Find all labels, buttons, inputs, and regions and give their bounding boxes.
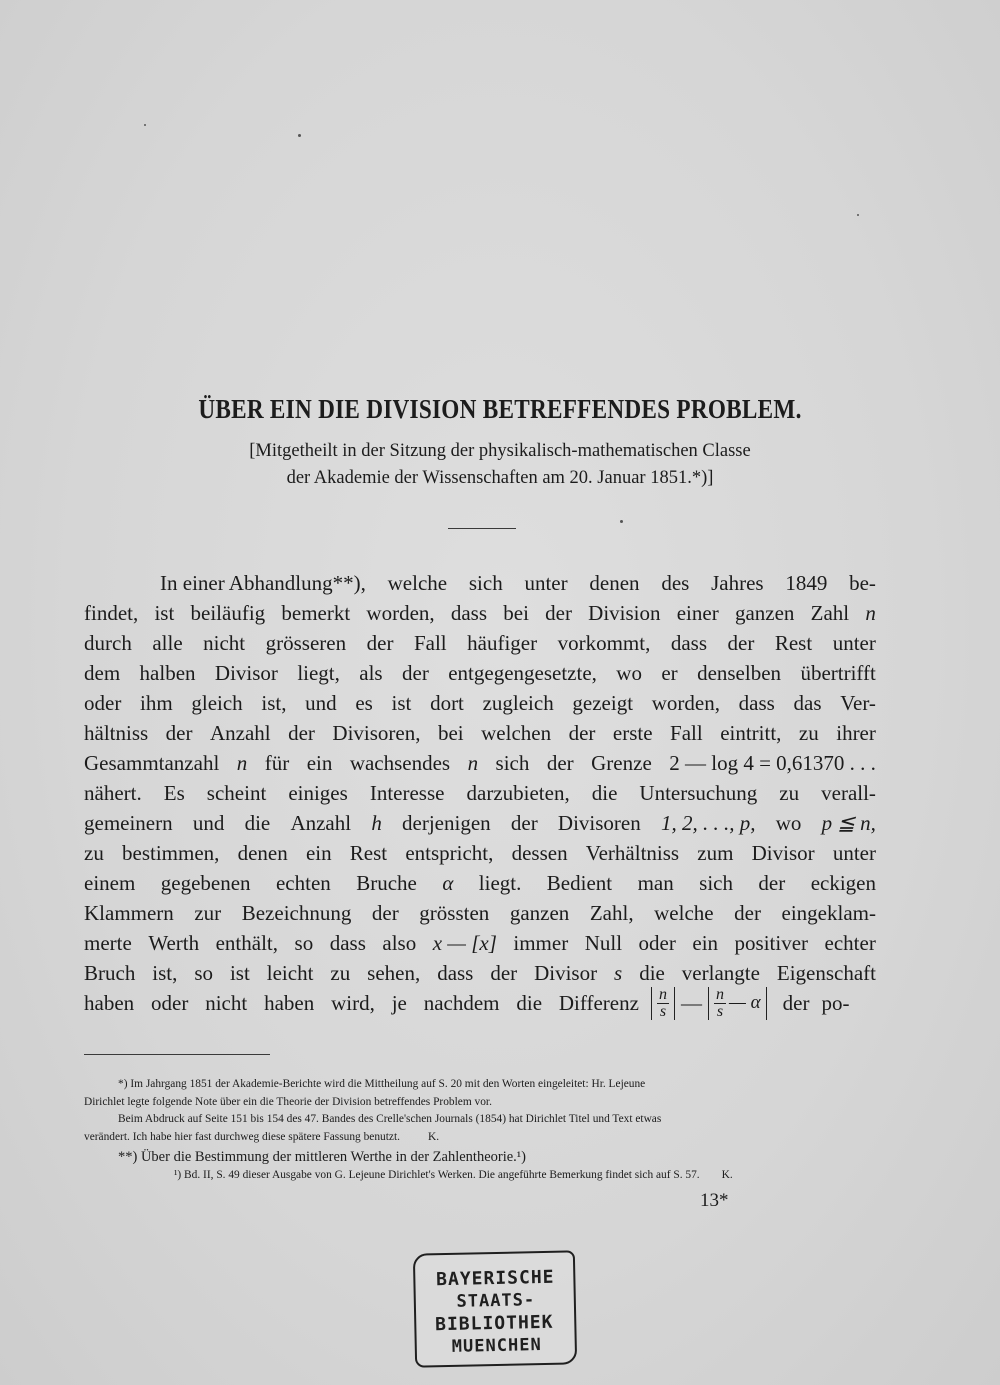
word: 1849 (785, 571, 828, 595)
word: Zahl (810, 601, 850, 625)
word: je (391, 991, 407, 1015)
word: erste (612, 721, 653, 745)
body-line (84, 688, 876, 718)
body-line (84, 628, 876, 658)
word: oder (638, 931, 676, 955)
word: so (194, 961, 214, 985)
word: ist (229, 961, 250, 985)
word: der (165, 721, 193, 745)
word: nachdem (423, 991, 500, 1015)
word: der (545, 601, 572, 625)
word: be- (849, 571, 876, 595)
word: unter (832, 841, 876, 865)
word: denen (237, 841, 288, 865)
word: grössten (419, 901, 490, 925)
word: bei (503, 601, 529, 625)
word: denen (589, 571, 640, 595)
word: Divisor (751, 841, 815, 865)
word: merte (84, 931, 132, 955)
word: Divisoren, (332, 721, 421, 745)
word: der (371, 901, 399, 925)
footnote-3: ¹) Bd. II, S. 49 dieser Ausgabe von G. Lejeune Dirichlet's Werken. Die angeführte Bemerkung findet sich auf S. 57. K. (174, 1169, 733, 1181)
word: der (366, 631, 394, 655)
word: h (371, 811, 382, 835)
word: welche (387, 571, 448, 595)
svg-text:MUENCHEN: MUENCHEN (451, 1335, 542, 1357)
word: oder (84, 691, 122, 715)
word: haben (84, 991, 135, 1015)
word: Bruch (84, 961, 136, 985)
body-line (84, 808, 876, 838)
word: der (546, 751, 574, 775)
word: welchen (481, 721, 552, 745)
word: der (568, 721, 596, 745)
word: dessen (511, 841, 568, 865)
word: der (510, 811, 538, 835)
footnote-1-line-4: verändert. Ich habe hier fast durchweg diese spätere Fassung benutzt. K. (84, 1130, 440, 1143)
word: Division (588, 601, 661, 625)
body-line (84, 778, 876, 808)
word: Differenz (558, 991, 639, 1015)
word: Jahres (711, 571, 764, 595)
word: nicht (203, 631, 246, 655)
body-paragraph (84, 568, 876, 1018)
word: eingeklam- (781, 901, 876, 925)
word: dass (329, 931, 366, 955)
word: gleich (191, 691, 243, 715)
word: p ≦ n, (821, 811, 876, 835)
word: Bruche (356, 871, 417, 895)
word: wo (616, 661, 642, 685)
word: als (359, 661, 383, 685)
word: ist (391, 691, 412, 715)
word: unter (832, 631, 876, 655)
dust-speck (144, 124, 146, 126)
word: der (402, 661, 429, 685)
body-line (84, 868, 876, 898)
footnote-1-line-3: Beim Abdruck auf Seite 151 bis 154 des 47. Bandes des Crelle'schen Journals (1854) hat Dirichlet Titel und Text etwas (118, 1113, 662, 1125)
word: wo (775, 811, 802, 835)
word: zugleich (482, 691, 554, 715)
word: zu (798, 721, 819, 745)
library-stamp (413, 1250, 577, 1367)
word: ist, (152, 961, 178, 985)
bracket-fraction-n-over-s: $\frac{n}{s}$ (651, 988, 675, 1018)
subtitle-line-2: der Akademie der Wissenschaften am 20. Januar 1851.*)] (286, 468, 714, 488)
word: entgegengesetzte, (448, 661, 597, 685)
word: man (637, 871, 674, 895)
word: gemeinern (84, 811, 173, 835)
word: positiver (734, 931, 809, 955)
word: Interesse (369, 781, 445, 805)
svg-text:STAATS-: STAATS- (456, 1290, 536, 1312)
word: worden, (651, 691, 720, 715)
word: welche (654, 901, 714, 925)
word: ganzen (734, 601, 795, 625)
word: der (288, 721, 315, 745)
word: gezeigt (572, 691, 634, 715)
word: zur (194, 901, 222, 925)
word: Ver- (840, 691, 876, 715)
word: Gesammtanzahl (84, 751, 220, 775)
word: Klammern (84, 901, 174, 925)
word: oder (151, 991, 189, 1015)
bracket-fraction-n-over-s-minus-alpha: $\frac{n}{s}$ — α (708, 988, 767, 1018)
word: dass (437, 961, 474, 985)
word: zu (84, 841, 104, 865)
word: bei (437, 721, 464, 745)
word: ist, (261, 691, 287, 715)
word: 1, 2, . . ., p, (660, 811, 756, 835)
dust-speck (620, 520, 623, 523)
page-number: 13* (700, 1190, 729, 1211)
word: ihm (140, 691, 173, 715)
word: Es (163, 781, 185, 805)
word: der (490, 961, 518, 985)
word: 2 — log 4 = 0,61370 . . . (669, 751, 876, 775)
word: übertrifft (800, 661, 876, 685)
word: unter (524, 571, 568, 595)
word: α (442, 871, 454, 895)
word: zu (330, 961, 351, 985)
word: Bezeichnung (241, 901, 352, 925)
word: Divisoren (557, 811, 641, 835)
word: Divisor (214, 661, 278, 685)
word: vorkommt, (557, 631, 651, 655)
word: s (614, 961, 623, 985)
word: Grenze (591, 751, 652, 775)
svg-text:BAYERISCHE: BAYERISCHE (435, 1266, 555, 1291)
word: der (782, 991, 810, 1015)
word: echten (275, 871, 331, 895)
word: Null (584, 931, 623, 955)
word: Rest (774, 631, 813, 655)
footnote-1-line-2: Dirichlet legte folgende Note über ein die Theorie der Division betreffendes Problem vor. (84, 1095, 492, 1108)
body-line (84, 748, 876, 778)
word: wird, (331, 991, 375, 1015)
word: findet, (84, 601, 139, 625)
word: liegt, (297, 661, 340, 685)
word: eintritt, (720, 721, 782, 745)
word: sich (699, 871, 733, 895)
word: hältniss (84, 721, 149, 745)
footnote-2: **) Über die Bestimmung der mittleren Werthe in der Zahlentheorie.¹) (118, 1149, 526, 1165)
word: eckigen (810, 871, 876, 895)
word: also (382, 931, 417, 955)
word: n (865, 601, 876, 625)
word: po- (821, 991, 850, 1015)
minus-sign: — (681, 991, 702, 1015)
body-line (84, 838, 876, 868)
word: Rest (349, 841, 388, 865)
word: dass (450, 601, 488, 625)
word: Eigenschaft (776, 961, 876, 985)
word: durch (84, 631, 132, 655)
word: einem (84, 871, 136, 895)
word: sich (495, 751, 530, 775)
body-line (84, 898, 876, 928)
word: das (793, 691, 822, 715)
word: Fall (413, 631, 447, 655)
word: er (661, 661, 678, 685)
footnote-1-line-1: *) Im Jahrgang 1851 der Akademie-Berichte wird die Mittheilung auf S. 20 mit den Worten eingeleitet: Hr. Lejeune (118, 1078, 646, 1090)
word: ein (306, 751, 333, 775)
word: zu (779, 781, 800, 805)
word: bestimmen, (122, 841, 220, 865)
word: Untersuchung (639, 781, 758, 805)
word: grösseren (265, 631, 347, 655)
word: einiges (288, 781, 348, 805)
word: und (192, 811, 225, 835)
word: denselben (697, 661, 782, 685)
body-line (84, 568, 876, 598)
word: echter (824, 931, 876, 955)
word: dem (84, 661, 121, 685)
word: entspricht, (405, 841, 494, 865)
word: Divisor (534, 961, 598, 985)
word: Anzahl (290, 811, 352, 835)
word: beiläufig (190, 601, 266, 625)
word: enthält, (215, 931, 279, 955)
word: sich (468, 571, 503, 595)
article-title: ÜBER EIN DIE DIVISION BETREFFENDES PROBLEM. (198, 394, 802, 424)
word: dass (738, 691, 775, 715)
word: wachsendes (349, 751, 451, 775)
word: verall- (821, 781, 876, 805)
word: haben (264, 991, 315, 1015)
word: die (591, 781, 618, 805)
word: dass (670, 631, 708, 655)
word: so (294, 931, 314, 955)
word: die (244, 811, 271, 835)
svg-text:BIBLIOTHEK: BIBLIOTHEK (434, 1311, 554, 1336)
footnote-divider (84, 1054, 270, 1055)
word: scheint (206, 781, 267, 805)
word: häufiger (467, 631, 538, 655)
word: sehen, (367, 961, 421, 985)
word: die (516, 991, 543, 1015)
word: Verhältniss (585, 841, 680, 865)
word: und (305, 691, 337, 715)
word: Fall (670, 721, 703, 745)
word: ganzen (509, 901, 570, 925)
word: bemerkt (281, 601, 351, 625)
word: darzubieten, (466, 781, 570, 805)
word: dort (430, 691, 464, 715)
word: liegt. (478, 871, 522, 895)
word: halben (139, 661, 196, 685)
word: derjenigen (402, 811, 491, 835)
word: Zahl, (589, 901, 634, 925)
word: n (467, 751, 479, 775)
word: worden, (366, 601, 435, 625)
word: Bedient (546, 871, 613, 895)
word: x — [x] (432, 931, 497, 955)
body-line (84, 958, 876, 988)
word: gegebenen (160, 871, 251, 895)
title-divider (448, 528, 516, 529)
word: der (727, 631, 755, 655)
body-line (84, 985, 876, 1020)
dust-speck (857, 214, 859, 216)
stamp-lettering (415, 1252, 575, 1365)
word: für (264, 751, 290, 775)
word: einer (676, 601, 719, 625)
word: n (236, 751, 248, 775)
word: ein (305, 841, 332, 865)
body-line (84, 718, 876, 748)
word: nähert. (84, 781, 142, 805)
body-line (84, 658, 876, 688)
word: die (639, 961, 665, 985)
body-line (84, 928, 876, 958)
footnotes (84, 1076, 876, 1185)
word: verlangte (681, 961, 760, 985)
word: ein (692, 931, 719, 955)
word: der (758, 871, 786, 895)
word: es (355, 691, 373, 715)
word: nicht (205, 991, 248, 1015)
word: Anzahl (209, 721, 271, 745)
word: In einer Abhandlung**), (160, 571, 366, 595)
word: Werth (148, 931, 200, 955)
subtitle-line-1: [Mitgetheilt in der Sitzung der physikalisch-mathematischen Classe (249, 441, 751, 461)
word: des (661, 571, 690, 595)
word: immer (513, 931, 569, 955)
word: leicht (266, 961, 314, 985)
word: ihrer (836, 721, 876, 745)
word: der (734, 901, 761, 925)
word: ist (154, 601, 175, 625)
dust-speck (298, 134, 301, 137)
word: alle (152, 631, 183, 655)
word: zum (697, 841, 734, 865)
body-line (84, 598, 876, 628)
